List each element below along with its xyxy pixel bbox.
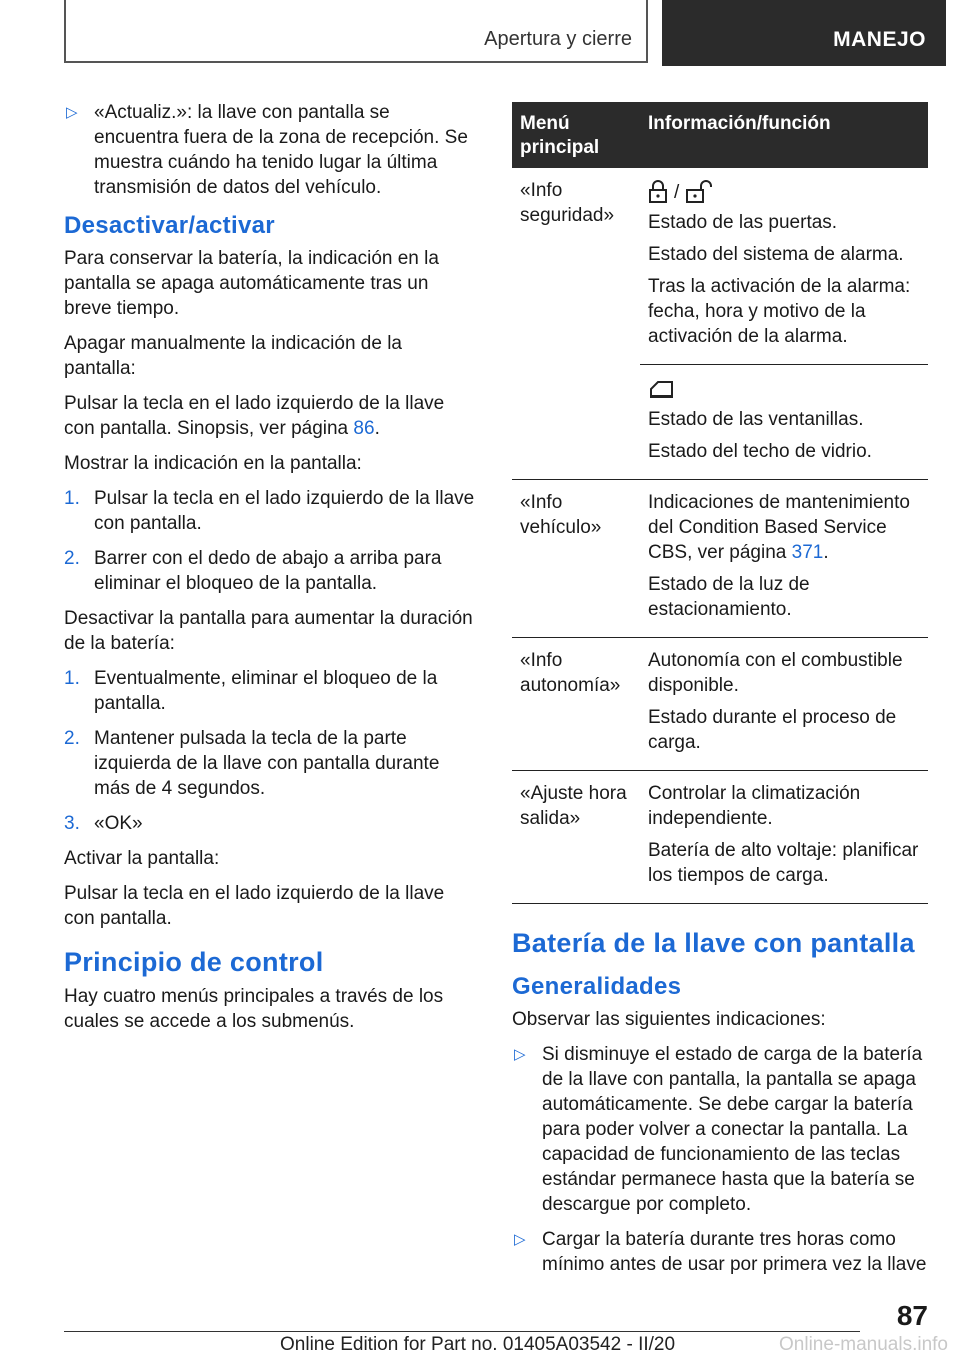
list-item: [64, 546, 478, 596]
info-text: Batería de alto voltaje: planificar los tiempos de carga.: [648, 840, 919, 886]
step-number: 1.: [64, 668, 80, 689]
heading-generalidades: Generalidades: [512, 973, 682, 1000]
info-text-part: .: [823, 542, 829, 563]
list-item: [64, 666, 478, 716]
table-row: [512, 168, 928, 365]
window-icon: [648, 379, 674, 399]
table-header-menu: Menú principal: [512, 102, 640, 168]
paragraph: Apagar manualmente la indicación de la pantalla:: [64, 333, 402, 379]
heading-desactivar: Desactivar/activar: [64, 212, 275, 239]
info-cell: [640, 771, 928, 904]
step-text: Barrer con el dedo de abajo a arriba para eliminar el bloqueo de la pantalla.: [94, 548, 442, 594]
triangle-bullet-icon: ▷: [66, 104, 78, 121]
page-header: [0, 0, 960, 66]
info-cell: [640, 480, 928, 638]
paragraph: Mostrar la indicación en la pantalla:: [64, 453, 362, 474]
edition-text: Online Edition for Part no. 01405A03542 - II/20: [280, 1334, 676, 1355]
info-text: Controlar la climatización independiente.: [648, 783, 861, 829]
heading-principio: Principio de control: [64, 947, 324, 977]
list-item: [64, 726, 478, 801]
step-text: Mantener pulsada la tecla de la parte izquierda de la llave con pantalla durante más de 4 segundos.: [94, 728, 440, 799]
list-item: [64, 100, 478, 200]
info-text: Estado de la luz de estacionamiento.: [648, 574, 810, 620]
page-link[interactable]: 86: [353, 418, 375, 439]
table-row: [512, 480, 928, 638]
step-text: Pulsar la tecla en el lado izquierdo de la llave con pantalla.: [94, 488, 475, 534]
list-item: [512, 1227, 928, 1277]
info-cell: [640, 638, 928, 771]
info-text-part: Indicaciones de mantenimiento del Condition Based Service CBS, ver página: [648, 492, 910, 563]
info-text: Estado del sistema de alarma.: [648, 244, 904, 265]
table-header-info: Información/función: [640, 102, 928, 168]
paragraph: Hay cuatro menús principales a través de los cuales se accede a los submenús.: [64, 986, 444, 1032]
menu-table: [512, 102, 928, 904]
info-cell: [640, 168, 928, 365]
step-text: Eventualmente, eliminar el bloqueo de la pantalla.: [94, 668, 438, 714]
paragraph-text: Pulsar la tecla en el lado izquierdo de la llave con pantalla. Sinopsis, ver página: [64, 393, 445, 439]
bullet-text: Cargar la batería durante tres horas como mínimo antes de usar por primera vez la llave: [542, 1229, 927, 1275]
step-number: 2.: [64, 548, 80, 569]
menu-cell: «Info autonomía»: [512, 638, 640, 771]
icon-separator: /: [674, 181, 680, 203]
menu-cell: «Ajuste hora salida»: [512, 771, 640, 904]
footer-divider: [64, 1331, 860, 1332]
lock-closed-icon: [648, 180, 668, 204]
bullet-text: «Actualiz.»: la llave con pantalla se encuentra fuera de la zona de recepción. Se muestra cuándo ha tenido lugar la última transmisión de datos del vehículo.: [94, 102, 468, 198]
chapter-tab: [662, 0, 946, 66]
info-text: Tras la activación de la alarma: fecha, hora y motivo de la activación de la alarma.: [648, 276, 911, 347]
info-text: Estado del techo de vidrio.: [648, 441, 872, 462]
page-link[interactable]: 371: [791, 542, 824, 563]
paragraph: Activar la pantalla:: [64, 848, 220, 869]
list-item: [512, 1042, 928, 1217]
heading-bateria: Batería de la llave con pantalla: [512, 928, 915, 958]
icon-row: [648, 375, 920, 403]
info-text: Estado de las puertas.: [648, 212, 838, 233]
info-text: Autonomía con el combustible disponible.: [648, 650, 903, 696]
info-text: Estado durante el proceso de carga.: [648, 707, 897, 753]
table-row: [512, 771, 928, 904]
step-number: 3.: [64, 813, 80, 834]
watermark: Online-manuals.info: [779, 1334, 948, 1355]
chapter-title: MANEJO: [833, 28, 926, 51]
paragraph: Para conservar la batería, la indicación en la pantalla se apaga automáticamente tras un breve tiempo.: [64, 248, 439, 319]
paragraph-text: .: [374, 418, 380, 439]
list-item: [64, 811, 478, 836]
paragraph: Pulsar la tecla en el lado izquierdo de la llave con pantalla.: [64, 883, 445, 929]
lock-open-icon: [685, 180, 713, 204]
icon-row: [648, 178, 920, 206]
step-number: 2.: [64, 728, 80, 749]
table-row: [512, 638, 928, 771]
section-title: Apertura y cierre: [484, 28, 632, 50]
info-cell: [640, 365, 928, 480]
menu-cell: «Info seguridad»: [512, 168, 640, 480]
paragraph: [64, 391, 478, 441]
triangle-bullet-icon: ▷: [514, 1231, 526, 1248]
page-number: 87: [896, 1300, 928, 1331]
step-number: 1.: [64, 488, 80, 509]
paragraph: Desactivar la pantalla para aumentar la duración de la batería:: [64, 608, 473, 654]
menu-cell: «Info vehículo»: [512, 480, 640, 638]
bullet-text: Si disminuye el estado de carga de la batería de la llave con pantalla, la pantalla se apaga automáticamente. Se debe cargar la batería para poder volver a conectar la pantalla. La capacidad de funcionamiento de las teclas estándar permanece hasta que la batería se descargue por completo.: [542, 1044, 923, 1215]
triangle-bullet-icon: ▷: [514, 1046, 526, 1063]
info-text: Estado de las ventanillas.: [648, 409, 864, 430]
info-text: [648, 490, 920, 565]
right-column: [512, 102, 928, 1287]
paragraph: Observar las siguientes indicaciones:: [512, 1009, 826, 1030]
step-text: «OK»: [94, 813, 143, 834]
list-item: [64, 486, 478, 536]
section-tab: [64, 0, 648, 63]
left-column: [64, 100, 478, 1044]
